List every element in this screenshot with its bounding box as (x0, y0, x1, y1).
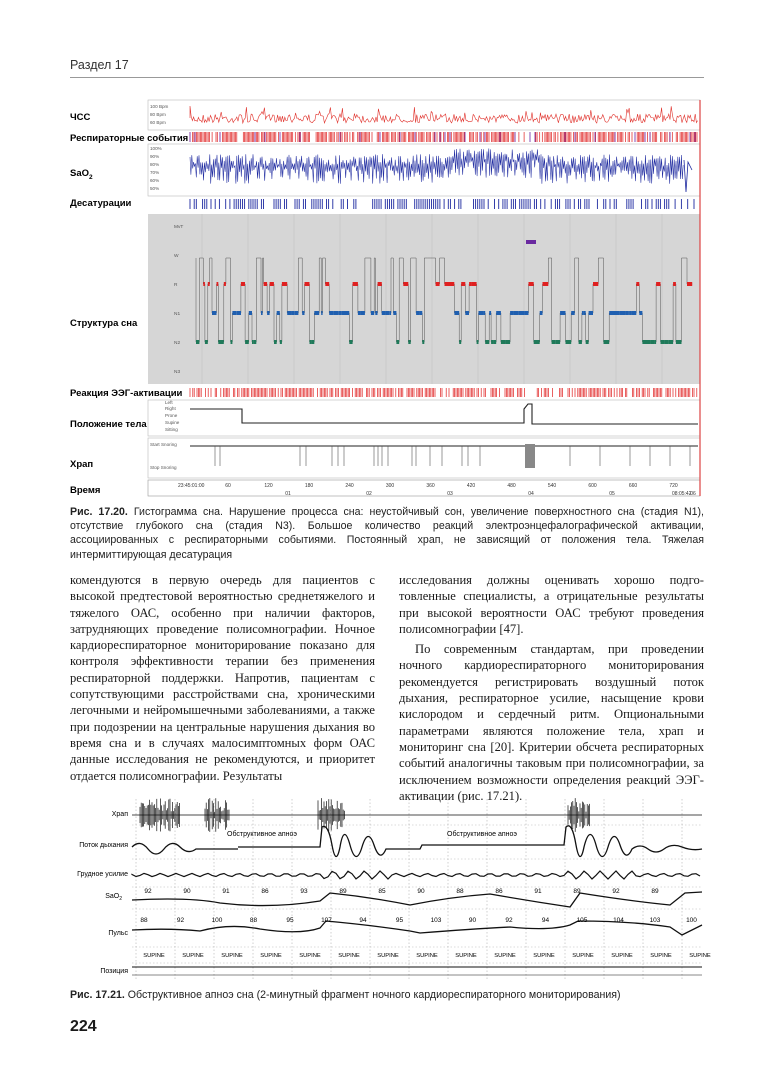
position-value: SUPINE (650, 953, 672, 959)
hypno-seg (626, 311, 629, 315)
hypno-seg (291, 311, 295, 315)
hypno-mvt (526, 240, 536, 244)
hypno-seg (518, 311, 524, 315)
hypno-seg (310, 340, 312, 344)
hr-tick-100: 100 Bpm (150, 104, 169, 109)
hypno-seg (302, 311, 304, 315)
hypno-seg (454, 311, 459, 315)
hypno-seg (461, 282, 465, 286)
sao2-value: 92 (144, 888, 152, 895)
time-tick: 660 (628, 483, 638, 489)
time-tick: 360 (426, 483, 435, 489)
hypno-seg (287, 311, 291, 315)
hypno-seg (479, 311, 484, 315)
figure-17-21 (70, 797, 711, 983)
hypno-seg (642, 340, 646, 344)
hypno-seg (566, 340, 572, 344)
hypno-seg (465, 311, 469, 315)
hypno-seg (579, 340, 582, 344)
hypno-seg (254, 340, 257, 344)
stage-tick-r: R (174, 283, 178, 288)
hypno-seg (282, 282, 287, 286)
hypno-seg (510, 311, 514, 315)
hypno-seg (669, 340, 673, 344)
hypno-seg (514, 311, 518, 315)
hypno-seg (245, 340, 249, 344)
hypno-seg (224, 282, 226, 286)
sao2-tick-80: 80% (150, 162, 160, 167)
pos-tick-right: Right (165, 406, 176, 411)
hypno-seg (661, 340, 665, 344)
hypno-seg (231, 340, 233, 344)
hypno-seg (329, 311, 334, 315)
sao2-value: 86 (495, 888, 503, 895)
hypno-seg (203, 282, 205, 286)
flow-trace (132, 826, 702, 857)
position-value: SUPINE (221, 953, 243, 959)
sao2-tick-70: 70% (150, 170, 160, 175)
hypno-seg (630, 311, 632, 315)
hypno-seg (295, 311, 299, 315)
time-end: 08:05:42 (672, 491, 692, 497)
sao2-value: 91 (222, 888, 230, 895)
hr-tick-80: 80 Bpm (150, 112, 166, 117)
hypno-seg (385, 311, 389, 315)
hypno-seg (560, 311, 565, 315)
sao2-value: 92 (612, 888, 620, 895)
hypno-seg (552, 340, 556, 344)
apnea-label-1: Обструктивное апноэ (227, 831, 297, 838)
hypno-seg (403, 282, 408, 286)
header-rule (70, 77, 704, 78)
snore-trace (132, 798, 702, 832)
hypno-seg (496, 311, 501, 315)
pulse-value: 95 (286, 917, 294, 924)
hypno-seg (358, 311, 361, 315)
hour-tick: 02 (366, 491, 372, 497)
hypno-seg (629, 311, 630, 315)
position-value: SUPINE (182, 953, 204, 959)
f2-label-position: Позиция (100, 968, 128, 975)
sao2-value: 89 (651, 888, 659, 895)
pulse-value: 88 (249, 917, 258, 924)
hypno-seg (349, 340, 352, 344)
section-title: Раздел 17 (70, 58, 129, 72)
position-value: SUPINE (533, 953, 555, 959)
position-value: SUPINE (299, 953, 321, 959)
hypno-seg (541, 311, 543, 315)
hypno-seg (529, 282, 534, 286)
right-paragraph-2: По современным стандартам, при проведении ночного кардиореспираторного мониторирования рекомендуется регистрировать воздушный поток дыхания, респираторное усилие, насыщение крови кислородом и сердечный ритм. Опциональными параметрами являются положение тела, храп и мониторинг сна [20]. Критерии обсчета респираторных событий аналогичны таковым при полисомнографии, за исключением возможности определения реакций ЭЭГ-активации (рис. 17.21). (399, 642, 704, 803)
hypno-seg (615, 311, 620, 315)
pos-tick-prone: Prone (165, 413, 178, 418)
hypno-seg (489, 311, 491, 315)
label-snore: Храп (70, 459, 94, 470)
left-paragraph: комендуются в первую очередь для пациентов с высокой предтестовой вероятностью среднетяжелого и тяжелого ОАС, особенно при наличии факторов, затрудняющих проведение полисомнографии. Ночное кардиореспираторное мониторирование показано для контроля эффективности терапии без применения респираторной поддержки. Напротив, пациентам с сопутствующими расстройствами сна, хроническими легочными и нейромышечными заболеваниями, а также при подозрении на центральные нарушения дыхания во время сна и в случаях малосимптомных форм ОАС данные исследования не рекомендуются, и приоритет отдается полисомнографии. Результаты (70, 573, 375, 783)
hypno-seg (325, 282, 329, 286)
pulse-value: 90 (468, 917, 477, 924)
hypno-seg (477, 340, 479, 344)
caption-17-21 (70, 988, 704, 1002)
hypno-seg (264, 282, 268, 286)
sao2-value: 93 (300, 888, 308, 895)
time-tick: 420 (466, 483, 476, 489)
hypno-seg (321, 311, 322, 315)
hypno-seg (593, 282, 598, 286)
snore-tick-stop: Stop Snoring (150, 465, 177, 470)
pulse-value: 100 (686, 917, 697, 924)
hypno-seg (655, 340, 657, 344)
position-value: SUPINE (416, 953, 438, 959)
hypno-seg (261, 311, 263, 315)
pulse-value: 103 (430, 917, 442, 924)
effort-trace (132, 871, 700, 879)
apnea-label-2: Обструктивное апноэ (447, 831, 517, 838)
hypno-seg (471, 282, 476, 286)
hypno-seg (396, 340, 399, 344)
hypno-seg (334, 311, 339, 315)
sao2-tick-100: 100% (150, 146, 162, 151)
label-time: Время (70, 485, 101, 496)
position-value: SUPINE (611, 953, 633, 959)
hypno-seg (408, 340, 410, 344)
hour-tick: 05 (609, 491, 615, 497)
hypno-seg (232, 311, 235, 315)
hypno-seg (218, 340, 224, 344)
f2-label-pulse: Пульс (108, 930, 128, 937)
hypno-seg (241, 282, 245, 286)
sleep-histogram (70, 100, 704, 496)
hypno-seg (344, 311, 350, 315)
stage-tick-n3: N3 (174, 370, 181, 375)
pos-tick-left: Left (165, 400, 173, 405)
hypno-seg (485, 340, 489, 344)
hypno-seg (571, 311, 575, 315)
hypno-seg (235, 311, 237, 315)
stage-tick-w: W (174, 254, 179, 259)
hypno-seg (305, 282, 310, 286)
hour-tick: 01 (285, 491, 291, 497)
page-number: 224 (70, 1018, 97, 1035)
sao2-tick-90: 90% (150, 154, 160, 159)
pulse-value: 105 (576, 917, 588, 924)
sao2-value: 89 (339, 888, 347, 895)
time-tick: 600 (588, 483, 597, 489)
time-tick: 300 (385, 483, 395, 489)
hypno-seg (676, 340, 682, 344)
time-panel (148, 480, 700, 496)
hr-tick-60: 60 Bpm (150, 120, 166, 125)
hypno-seg (665, 340, 669, 344)
hypno-seg (556, 340, 560, 344)
figure-17-20 (70, 100, 704, 496)
hypno-seg (274, 340, 277, 344)
text-column-right (399, 572, 704, 804)
hypno-seg (382, 311, 386, 315)
label-sleep: Структура сна (70, 318, 138, 329)
hypno-seg (436, 282, 440, 286)
pulse-value: 88 (140, 917, 148, 924)
hypno-seg (604, 340, 610, 344)
hypno-seg (540, 311, 541, 315)
time-tick: 180 (304, 483, 314, 489)
hypno-seg (543, 282, 549, 286)
sao2-tick-50: 50% (150, 186, 160, 191)
f2-label-snore: Храп (111, 811, 128, 818)
hour-tick: 03 (447, 491, 453, 497)
hypno-seg (673, 282, 676, 286)
hypno-seg (196, 340, 199, 344)
caption-17-21-label: Рис. 17.21. (70, 989, 125, 1001)
pulse-value: 92 (176, 917, 185, 924)
hour-tick: 04 (528, 491, 534, 497)
hypno-seg (249, 311, 252, 315)
sao2-value: 85 (378, 888, 386, 895)
sao2-value: 90 (183, 888, 191, 895)
pulse-value: 92 (505, 917, 513, 924)
hypno-seg (534, 340, 540, 344)
hypno-seg (469, 282, 471, 286)
hypno-seg (505, 340, 510, 344)
snore-tick-start: Start Snoring (150, 442, 177, 447)
time-tick: 120 (264, 483, 273, 489)
hypno-seg (212, 311, 217, 315)
right-paragraph-1: исследования должны оценивать хорошо подготовленные специалисты, а отрицательные результаты при высокой вероятности ОАС требуют проведения полисомнографии [47]. (399, 573, 704, 636)
hypno-seg (217, 282, 219, 286)
hypno-seg (208, 282, 210, 286)
caption-17-21-text: Обструктивное апноэ сна (2-минутный фрагмент ночного кардиореспираторного мониторирования) (127, 989, 621, 1001)
hypno-seg (656, 282, 660, 286)
apnea-values (140, 888, 711, 959)
pulse-value: 104 (613, 917, 624, 924)
caption-17-20-text: Гистограмма сна. Нарушение процесса сна: неустойчивый сон, увеличение поверхностного сна (стадия N1), отсутствие глубокого сна (стадия N3). Большое количество реакций электроэнцефалографической активации, ассоциированных с респираторными событиями. Постоянный храп, не зависящий от положения тела. Тяжелая интермиттирующая десатурация (70, 506, 704, 561)
hypno-seg (353, 282, 358, 286)
stage-tick-mvt: MvT (174, 225, 184, 230)
stage-tick-n1: N1 (174, 312, 181, 317)
label-eeg: Реакция ЭЭГ-активации (70, 388, 183, 399)
hypno-seg (632, 311, 636, 315)
hypno-seg (620, 311, 626, 315)
pulse-value: 107 (321, 917, 332, 924)
hypno-seg (445, 282, 451, 286)
time-tick: 240 (345, 483, 354, 489)
position-value: SUPINE (338, 953, 360, 959)
sao2-value: 90 (417, 888, 425, 895)
time-tick: 480 (507, 483, 516, 489)
position-value: SUPINE (494, 953, 516, 959)
desat-panel (148, 197, 700, 211)
hypno-seg (393, 311, 396, 315)
hypno-seg (646, 340, 651, 344)
sao2-value: 91 (534, 888, 542, 895)
caption-17-20-label: Рис. 17.20. (70, 506, 128, 518)
hypno-seg (422, 340, 424, 344)
time-start: 23:45:01:00 (178, 483, 205, 489)
sleep-stage-panel (148, 214, 700, 384)
sao2-value: 86 (261, 888, 269, 895)
snore-panel (148, 438, 700, 478)
pos-tick-supine: Supine (165, 420, 180, 425)
sao2-value: 88 (456, 888, 464, 895)
position-value: SUPINE (377, 953, 399, 959)
hypno-seg (267, 311, 270, 315)
hypno-seg (586, 340, 589, 344)
position-value: SUPINE (455, 953, 477, 959)
apnea-recording (70, 797, 711, 983)
hypno-seg (687, 282, 692, 286)
snore-block (525, 444, 535, 468)
hypno-seg (584, 311, 586, 315)
hypno-seg (450, 282, 454, 286)
hypno-seg (420, 311, 423, 315)
hypno-seg (252, 340, 254, 344)
caption-17-20 (70, 505, 704, 562)
position-value: SUPINE (143, 953, 165, 959)
hypno-seg (339, 311, 341, 315)
hypno-seg (524, 311, 528, 315)
hypno-seg (270, 282, 274, 286)
hypno-seg (609, 311, 615, 315)
hypno-seg (416, 311, 420, 315)
apnea-traces (132, 798, 702, 975)
position-value: SUPINE (260, 953, 282, 959)
stage-tick-n2: N2 (174, 341, 181, 346)
hour-tick: 06 (690, 491, 696, 497)
hypno-seg (314, 311, 319, 315)
hypno-seg (237, 311, 241, 315)
hypno-seg (483, 311, 485, 315)
hypno-seg (280, 340, 282, 344)
time-tick: 720 (669, 483, 678, 489)
hypno-seg (589, 311, 593, 315)
hypno-seg (651, 340, 655, 344)
f2-label-effort: Грудное усилие (77, 871, 128, 878)
hypno-seg (491, 340, 493, 344)
hypno-seg (375, 311, 377, 315)
hypno-seg (277, 311, 280, 315)
pulse-value: 103 (649, 917, 661, 924)
page-header (70, 58, 704, 72)
hr-panel (148, 100, 700, 130)
f2-label-sao2: SaO$_2$ (105, 893, 122, 902)
hypno-seg (360, 311, 365, 315)
hypno-seg (493, 340, 496, 344)
pulse-value: 95 (395, 917, 404, 924)
hypno-seg (582, 311, 584, 315)
pulse-value: 100 (211, 917, 223, 924)
time-tick: 540 (547, 483, 557, 489)
hypno-seg (459, 340, 461, 344)
label-desat: Десатурации (70, 198, 132, 209)
sao2-tick-60: 60% (150, 178, 160, 183)
hypno-seg (639, 311, 642, 315)
pos-tick-sitting: Sitting (165, 427, 178, 432)
pulse-value: 94 (541, 917, 550, 924)
pulse-value: 94 (359, 917, 367, 924)
hypno-seg (636, 282, 639, 286)
label-hr: ЧСС (70, 112, 91, 123)
hypno-seg (205, 340, 208, 344)
sao2-value: 89 (573, 888, 581, 895)
hypno-seg (378, 282, 382, 286)
hypno-seg (311, 340, 314, 344)
label-sao2: SaO$_2$ (70, 168, 93, 181)
label-resp: Респираторные события (70, 133, 189, 144)
hypno-seg (501, 340, 506, 344)
hypno-seg (341, 311, 343, 315)
hypno-seg (371, 311, 374, 315)
position-panel (148, 400, 700, 436)
hypno-seg (389, 311, 391, 315)
time-tick: 60 (225, 483, 231, 489)
text-column-left (70, 572, 375, 784)
position-value: SUPINE (572, 953, 594, 959)
position-value: SUPINE (689, 953, 711, 959)
f2-label-flow: Поток дыхания (79, 842, 128, 849)
label-position: Положение тела (70, 419, 147, 430)
